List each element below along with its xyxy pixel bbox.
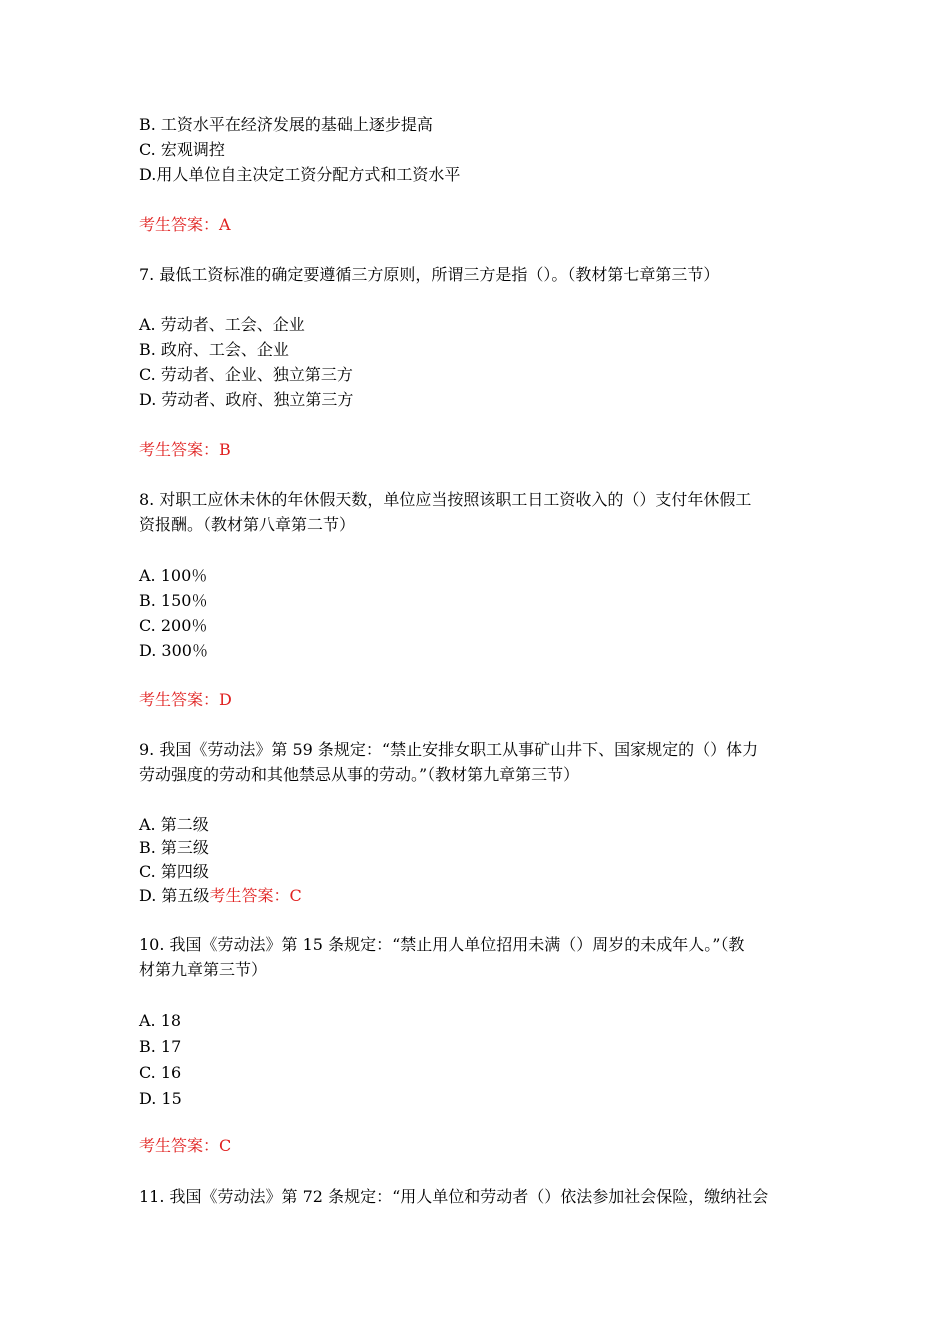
answer-9: 考生答案：C — [209, 886, 302, 905]
q7-option-b: B. 政府、工会、企业 — [139, 340, 289, 359]
q7-option-a: A. 劳动者、工会、企业 — [139, 315, 305, 334]
option-c-prev: C. 宏观调控 — [139, 140, 225, 159]
question-10-line-1: 10. 我国《劳动法》第 15 条规定：“禁止用人单位招用未满（）周岁的未成年人。”（教 — [139, 935, 745, 954]
q10-option-a: A. 18 — [139, 1011, 182, 1030]
q8-option-c: C. 200％ — [139, 616, 208, 635]
q10-option-b: B. 17 — [139, 1037, 182, 1056]
q7-option-d: D. 劳动者、政府、独立第三方 — [139, 390, 354, 409]
q9-option-b: B. 第三级 — [139, 838, 209, 857]
q9-option-d-row — [139, 885, 302, 907]
question-8-line-1: 8. 对职工应休未休的年休假天数，单位应当按照该职工日工资收入的（）支付年休假工 — [139, 490, 752, 509]
q10-option-c: C. 16 — [139, 1063, 182, 1082]
question-8-line-2: 资报酬。（教材第八章第二节） — [139, 515, 356, 534]
question-10-line-2: 材第九章第三节） — [139, 960, 268, 979]
q10-option-d: D. 15 — [139, 1089, 182, 1108]
question-11-line-1: 11. 我国《劳动法》第 72 条规定：“用人单位和劳动者（）依法参加社会保险，缴纳社会 — [139, 1187, 769, 1206]
q7-option-c: C. 劳动者、企业、独立第三方 — [139, 365, 353, 384]
q8-option-a: A. 100％ — [139, 566, 208, 585]
q8-option-d: D. 300％ — [139, 641, 208, 660]
q9-option-c: C. 第四级 — [139, 862, 209, 881]
question-9-line-2: 劳动强度的劳动和其他禁忌从事的劳动。”（教材第九章第三节） — [139, 765, 580, 784]
answer-7: 考生答案：B — [139, 440, 231, 459]
answer-6: 考生答案：A — [139, 215, 231, 234]
q8-option-b: B. 150％ — [139, 591, 208, 610]
q9-option-d: D. 第五级 — [139, 886, 210, 905]
q9-option-a: A. 第二级 — [139, 815, 209, 834]
option-d-prev: D.用人单位自主决定工资分配方式和工资水平 — [139, 165, 461, 184]
answer-8: 考生答案：D — [139, 690, 232, 709]
question-7: 7. 最低工资标准的确定要遵循三方原则，所谓三方是指（）。（教材第七章第三节） — [139, 265, 720, 284]
question-9-line-1: 9. 我国《劳动法》第 59 条规定：“禁止安排女职工从事矿山井下、国家规定的（）体力 — [139, 740, 759, 759]
answer-10: 考生答案：C — [139, 1136, 232, 1155]
option-b-prev: B. 工资水平在经济发展的基础上逐步提高 — [139, 115, 433, 134]
